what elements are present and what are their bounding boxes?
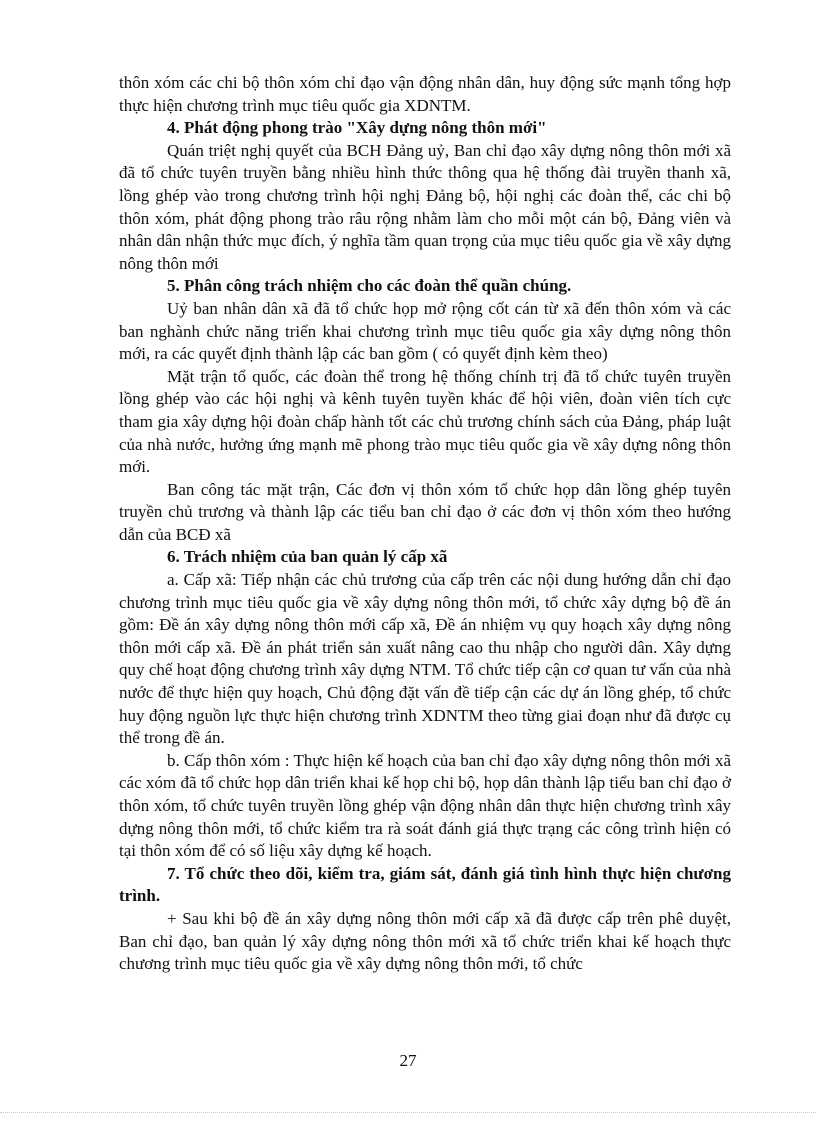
section-heading: 6. Trách nhiệm của ban quản lý cấp xã [167,547,448,567]
paragraph: Uỷ ban nhân dân xã đã tổ chức họp mở rộng cốt cán từ xã đến thôn xóm và các ban nghành chức năng triển khai chương trình mục tiêu quốc gia xây dựng nông thôn mới, ra các quyết định thành lập các ban gồm ( có quyết định kèm theo) [119,298,731,364]
section-heading: 4. Phát động phong trào "Xây dựng nông thôn mới" [167,118,547,138]
paragraph: thôn xóm các chi bộ thôn xóm chỉ đạo vận động nhân dân, huy động sức mạnh tổng hợp thực hiện chương trình mục tiêu quốc gia XDNTM. [119,73,731,115]
page-bottom-divider [0,1112,816,1113]
section-heading: 5. Phân công trách nhiệm cho các đoàn thể quần chúng. [167,276,572,296]
paragraph: Quán triệt nghị quyết của BCH Đảng uỷ, Ban chỉ đạo xây dựng nông thôn mới xã đã tổ chức tuyên truyền bằng nhiều hình thức thông qua hệ thống đài truyền thanh xã, lồng ghép vào trong chương trình hội nghị Đảng bộ, hội nghị các đoàn thể, các chi bộ thôn xóm, phát động phong trào râu rộng nhằm làm cho mỗi một cán bộ, Đảng viên và nhân dân nhận thức mục đích, ý nghĩa tầm quan trọng của mục tiêu quốc gia về xây dựng nông thôn mới [119,140,731,273]
paragraph: Ban công tác mặt trận, Các đơn vị thôn xóm tổ chức họp dân lồng ghép tuyên truyền chủ trương và thành lập các tiểu ban chỉ đạo ở các đơn vị thôn xóm theo hướng dẫn của BCĐ xã [119,479,731,544]
paragraph: a. Cấp xã: Tiếp nhận các chủ trương của cấp trên các nội dung hướng dẫn chỉ đạo chương trình mục tiêu quốc gia về xây dựng nông thôn mới, tổ chức xây dựng bộ đề án gồm: Đề án xây dựng nông thôn mới cấp xã, Đề án nhiệm vụ quy hoạch xây dựng nông thôn mới cấp xã. Đề án phát triển sản xuất nâng cao thu nhập cho người dân. Xây dựng quy chế hoạt động chương trình xây dựng NTM. Tổ chức tiếp cận cơ quan tư vấn của nhà nước để thực hiện quy hoạch, Chủ động đặt vấn đề tiếp cận các dự án lồng ghép, tổ chức huy động nguồn lực thực hiện chương trình XDNTM theo từng giai đoạn như đã được cụ thể trong đề án. [119,570,731,748]
document-body [119,72,731,976]
page-number: 27 [399,1051,417,1070]
paragraph: + Sau khi bộ đề án xây dựng nông thôn mới cấp xã đã được cấp trên phê duyệt, Ban chỉ đạo, ban quản lý xây dựng nông thôn mới xã tổ chức triển khai kế hoạch thực chương trình mục tiêu quốc gia về xây dựng nông thôn mới, tổ chức [119,908,731,974]
paragraph: b. Cấp thôn xóm : Thực hiện kế hoạch của ban chỉ đạo xây dựng nông thôn mới xã các xóm đã tổ chức họp dân triển khai kế họp chi bộ, họp dân thành lập tiểu ban chỉ đạo ở thôn xóm, tổ chức tuyên truyền lồng ghép vận động nhân dân thực hiện chương trình xây dựng nông thôn mới, tổ chức kiểm tra rà soát đánh giá thực trạng các công trình hiện có tại thôn xóm để có số liệu xây dựng kế hoạch. [119,750,731,861]
section-heading: 7. Tổ chức theo dõi, kiểm tra, giám sát, đánh giá tình hình thực hiện chương trình. [119,863,731,906]
paragraph: Mặt trận tổ quốc, các đoàn thể trong hệ thống chính trị đã tổ chức tuyên truyền lồng ghép vào các hội nghị và kênh tuyên tuyền khác để hội viên, đoàn viên tích cực tham gia xây dựng hội đoàn chấp hành tốt các chủ trương chính sách của Đảng, pháp luật của nhà nước, hưởng ứng mạnh mẽ phong trào mục tiêu quốc gia về xây dựng nông thôn mới. [119,366,731,477]
